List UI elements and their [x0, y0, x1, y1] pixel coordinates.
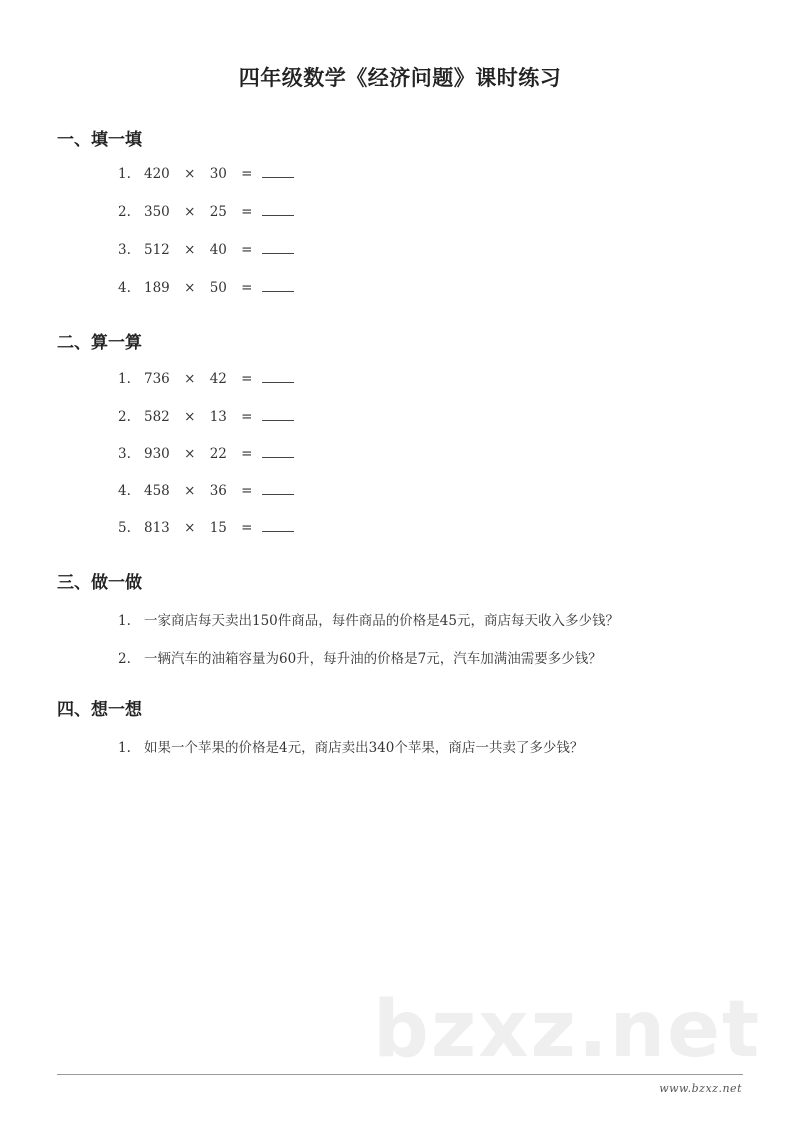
- multiply-sign: ×: [184, 520, 196, 536]
- operand-b: 50: [209, 280, 227, 296]
- equals-sign: =: [241, 483, 253, 499]
- problem-number: 1.: [118, 613, 131, 629]
- problem-row: [118, 408, 294, 425]
- answer-blank[interactable]: [262, 445, 294, 458]
- equals-sign: =: [241, 280, 253, 296]
- equals-sign: =: [241, 371, 253, 387]
- footer-divider: [57, 1074, 743, 1075]
- operand-b: 22: [209, 446, 227, 462]
- problem-row: [118, 445, 294, 462]
- equals-sign: =: [241, 204, 253, 220]
- equals-sign: =: [241, 242, 253, 258]
- problem-number: 4.: [118, 280, 131, 296]
- multiply-sign: ×: [184, 166, 196, 182]
- problem-row: [118, 370, 294, 387]
- problem-text: 如果一个苹果的价格是4元，商店卖出340个苹果，商店一共卖了多少钱？: [144, 740, 584, 756]
- operand-a: 350: [144, 204, 170, 220]
- problem-number: 4.: [118, 483, 131, 499]
- problem-row: [118, 482, 294, 499]
- section-heading: 一、填一填: [57, 130, 142, 150]
- problem-row: [118, 279, 294, 296]
- problem-number: 2.: [118, 409, 131, 425]
- problem-text: 一家商店每天卖出150件商品，每件商品的价格是45元，商店每天收入多少钱？: [144, 613, 619, 629]
- operand-b: 40: [209, 242, 227, 258]
- operand-a: 736: [144, 371, 170, 387]
- multiply-sign: ×: [184, 280, 196, 296]
- multiply-sign: ×: [184, 371, 196, 387]
- operand-a: 458: [144, 483, 170, 499]
- answer-blank[interactable]: [262, 203, 294, 216]
- answer-blank[interactable]: [262, 370, 294, 383]
- word-problem: [118, 647, 602, 667]
- answer-blank[interactable]: [262, 408, 294, 421]
- word-problem: [118, 609, 619, 629]
- equals-sign: =: [241, 409, 253, 425]
- operand-b: 36: [209, 483, 227, 499]
- problem-number: 1.: [118, 371, 131, 387]
- problem-number: 3.: [118, 242, 131, 258]
- answer-blank[interactable]: [262, 279, 294, 292]
- problem-row: [118, 165, 294, 182]
- answer-blank[interactable]: [262, 519, 294, 532]
- multiply-sign: ×: [184, 483, 196, 499]
- operand-b: 15: [209, 520, 227, 536]
- operand-a: 512: [144, 242, 170, 258]
- operand-b: 42: [209, 371, 227, 387]
- multiply-sign: ×: [184, 446, 196, 462]
- operand-a: 930: [144, 446, 170, 462]
- problem-text: 一辆汽车的油箱容量为60升，每升油的价格是7元，汽车加满油需要多少钱？: [144, 651, 602, 667]
- problem-row: [118, 519, 294, 536]
- equals-sign: =: [241, 446, 253, 462]
- page-title: 四年级数学《经济问题》课时练习: [238, 66, 562, 90]
- equals-sign: =: [241, 520, 253, 536]
- answer-blank[interactable]: [262, 241, 294, 254]
- operand-b: 30: [209, 166, 227, 182]
- section-heading: 三、做一做: [57, 573, 142, 593]
- equals-sign: =: [241, 166, 253, 182]
- operand-b: 13: [209, 409, 227, 425]
- problem-number: 1.: [118, 740, 131, 756]
- footer-url[interactable]: www.bzxz.net: [659, 1082, 742, 1095]
- problem-number: 2.: [118, 651, 131, 667]
- multiply-sign: ×: [184, 409, 196, 425]
- word-problem: [118, 736, 583, 756]
- multiply-sign: ×: [184, 242, 196, 258]
- operand-a: 582: [144, 409, 170, 425]
- problem-number: 2.: [118, 204, 131, 220]
- section-heading: 二、算一算: [57, 333, 142, 353]
- problem-number: 5.: [118, 520, 131, 536]
- answer-blank[interactable]: [262, 165, 294, 178]
- problem-number: 1.: [118, 166, 131, 182]
- operand-a: 189: [144, 280, 170, 296]
- operand-a: 813: [144, 520, 170, 536]
- watermark: bzxz.net: [373, 985, 762, 1075]
- problem-row: [118, 241, 294, 258]
- operand-a: 420: [144, 166, 170, 182]
- problem-row: [118, 203, 294, 220]
- operand-b: 25: [209, 204, 227, 220]
- multiply-sign: ×: [184, 204, 196, 220]
- problem-number: 3.: [118, 446, 131, 462]
- section-heading: 四、想一想: [57, 700, 142, 720]
- answer-blank[interactable]: [262, 482, 294, 495]
